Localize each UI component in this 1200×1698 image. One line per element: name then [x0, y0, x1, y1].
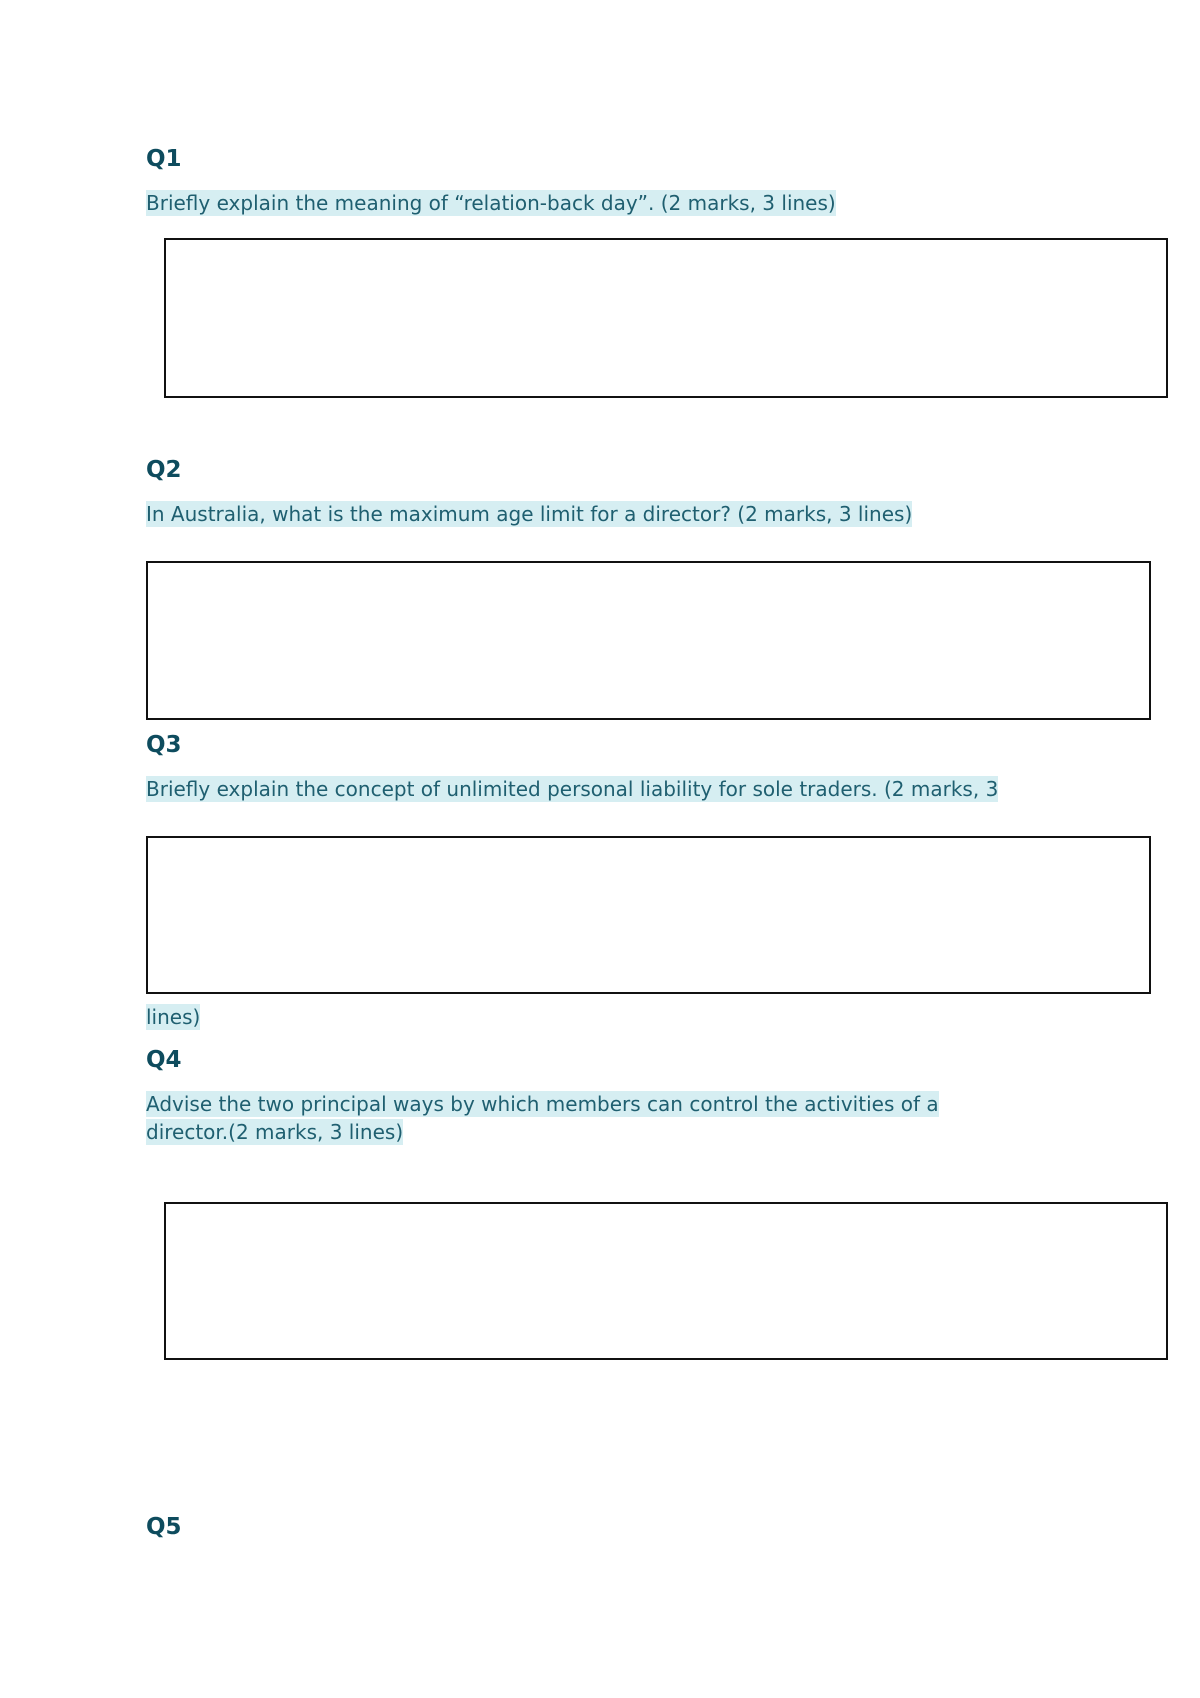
question-1-text	[146, 189, 836, 217]
question-1-heading: Q1	[146, 146, 182, 172]
question-4-text	[146, 1090, 939, 1118]
question-2-heading: Q2	[146, 457, 182, 483]
question-4-heading: Q4	[146, 1047, 182, 1073]
question-2-answer-box[interactable]	[146, 561, 1151, 720]
question-4-answer-box[interactable]	[164, 1202, 1168, 1360]
question-3-answer-box[interactable]	[146, 836, 1151, 994]
question-3-text-line-2: lines)	[146, 1005, 201, 1029]
question-1-answer-box[interactable]	[164, 238, 1168, 398]
question-5-heading: Q5	[146, 1514, 182, 1540]
question-3-text-line-1: Briefly explain the concept of unlimited personal liability for sole traders. (2 marks, 3	[146, 777, 999, 801]
question-3-heading: Q3	[146, 732, 182, 758]
question-2-text-line-1: In Australia, what is the maximum age limit for a director? (2 marks, 3 lines)	[146, 502, 913, 526]
question-4-text-line-1: Advise the two principal ways by which members can control the activities of a	[146, 1092, 939, 1116]
question-2-text	[146, 500, 912, 528]
question-4-text-line-2: director.(2 marks, 3 lines)	[146, 1120, 404, 1144]
question-4-text-line-2-wrap	[146, 1118, 403, 1146]
question-3-text	[146, 775, 998, 803]
question-1-text-line-1: Briefly explain the meaning of “relation-back day”. (2 marks, 3 lines)	[146, 191, 836, 215]
question-3-text-continued	[146, 1003, 200, 1031]
